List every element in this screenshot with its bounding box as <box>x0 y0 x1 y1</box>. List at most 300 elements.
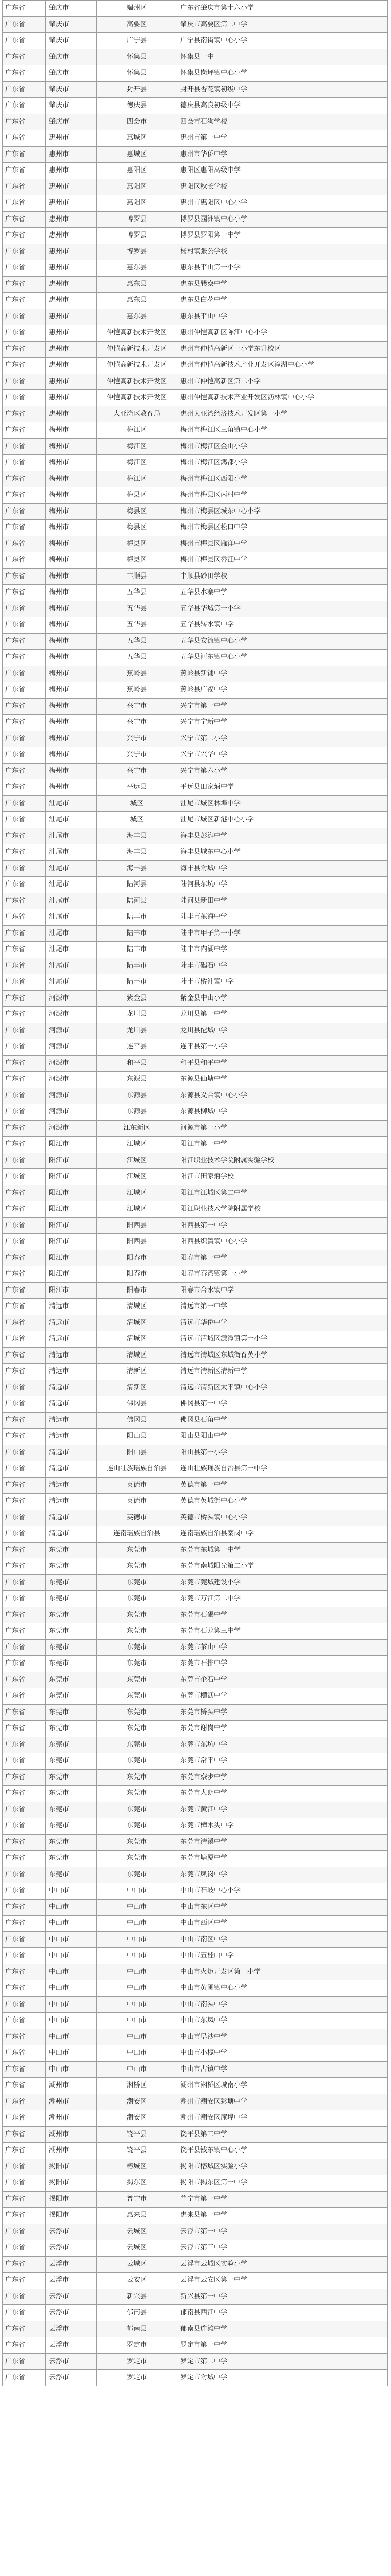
province-cell: 广东省 <box>3 1396 46 1412</box>
table-row <box>3 1364 388 1380</box>
table-row <box>3 1169 388 1185</box>
city-cell: 河源市 <box>46 1072 97 1088</box>
city-cell: 河源市 <box>46 1023 97 1039</box>
table-row <box>3 2175 388 2192</box>
school-cell: 清远市华侨中学 <box>177 1315 388 1331</box>
school-cell: 东源县仙塘中学 <box>177 1072 388 1088</box>
city-cell: 清远市 <box>46 1364 97 1380</box>
school-cell: 揭阳市揭东区第一中学 <box>177 2175 388 2191</box>
province-cell: 广东省 <box>3 1201 46 1217</box>
city-cell: 阳江市 <box>46 1137 97 1153</box>
school-cell: 东莞市大朗中学 <box>177 1786 388 1802</box>
table-row <box>3 49 388 66</box>
province-cell: 广东省 <box>3 1818 46 1834</box>
district-cell: 高要区 <box>97 17 177 33</box>
school-cell: 中山市古镇中学 <box>177 2062 388 2078</box>
district-cell: 连山壮族瑶族自治县 <box>97 1461 177 1477</box>
district-cell: 中山市 <box>97 2029 177 2045</box>
province-cell: 广东省 <box>3 1688 46 1704</box>
province-cell: 广东省 <box>3 179 46 195</box>
school-cell: 惠阳区惠阳高级中学 <box>177 163 388 179</box>
province-cell: 广东省 <box>3 1234 46 1250</box>
province-cell: 广东省 <box>3 1153 46 1169</box>
district-cell: 新兴县 <box>97 2289 177 2305</box>
school-cell: 德庆县高良初级中学 <box>177 98 388 114</box>
table-row <box>3 471 388 488</box>
city-cell: 东莞市 <box>46 1737 97 1753</box>
school-cell: 东莞市塘厦中学 <box>177 1851 388 1867</box>
school-cell: 清远市清城区东城街育英小学 <box>177 1348 388 1364</box>
school-cell: 中山市南区中学 <box>177 1932 388 1948</box>
city-cell: 阳江市 <box>46 1185 97 1201</box>
table-row <box>3 2257 388 2273</box>
school-cell: 蕉岭县广福中学 <box>177 682 388 698</box>
province-cell: 广东省 <box>3 390 46 406</box>
province-cell: 广东省 <box>3 49 46 65</box>
district-cell: 惠来县 <box>97 2208 177 2224</box>
district-cell: 龙川县 <box>97 1023 177 1039</box>
table-row <box>3 439 388 455</box>
table-row <box>3 2110 388 2127</box>
table-row <box>3 1721 388 1737</box>
province-cell: 广东省 <box>3 520 46 536</box>
district-cell: 中山市 <box>97 1883 177 1899</box>
district-cell: 仲恺高新技术开发区 <box>97 342 177 358</box>
table-row <box>3 130 388 147</box>
district-cell: 清城区 <box>97 1348 177 1364</box>
province-cell: 广东省 <box>3 2289 46 2305</box>
table-row <box>3 796 388 812</box>
city-cell: 河源市 <box>46 1104 97 1120</box>
school-cell: 连山壮族瑶族自治县第一中学 <box>177 1461 388 1477</box>
city-cell: 汕尾市 <box>46 942 97 958</box>
city-cell: 肇庆市 <box>46 98 97 114</box>
city-cell: 惠州市 <box>46 260 97 276</box>
table-row <box>3 1916 388 1932</box>
district-cell: 梅县区 <box>97 504 177 520</box>
table-row <box>3 1478 388 1494</box>
table-row <box>3 974 388 991</box>
table-row <box>3 926 388 942</box>
city-cell: 肇庆市 <box>46 49 97 65</box>
city-cell: 清远市 <box>46 1461 97 1477</box>
district-cell: 清城区 <box>97 1299 177 1315</box>
school-cell: 东莞市企石中学 <box>177 1672 388 1688</box>
school-cell: 博罗县园洲镇中心小学 <box>177 212 388 228</box>
district-cell: 梅县区 <box>97 487 177 503</box>
table-row <box>3 114 388 131</box>
table-row <box>3 1185 388 1202</box>
table-row <box>3 390 388 406</box>
district-cell: 梅县区 <box>97 552 177 568</box>
district-cell: 湘桥区 <box>97 2078 177 2094</box>
province-cell: 广东省 <box>3 926 46 942</box>
district-cell: 清城区 <box>97 1331 177 1347</box>
table-row <box>3 260 388 277</box>
school-cell: 阳江市江城区第二中学 <box>177 1185 388 1201</box>
district-cell: 饶平县 <box>97 2127 177 2143</box>
district-cell: 东莞市 <box>97 1543 177 1558</box>
city-cell: 清远市 <box>46 1348 97 1364</box>
school-cell: 东莞市南城阳光第二小学 <box>177 1558 388 1574</box>
school-cell: 中山市东凤中学 <box>177 2013 388 2029</box>
table-row <box>3 1753 388 1770</box>
city-cell: 云浮市 <box>46 2305 97 2321</box>
table-row <box>3 1299 388 1315</box>
district-cell: 龙川县 <box>97 1007 177 1023</box>
province-cell: 广东省 <box>3 958 46 974</box>
table-row <box>3 812 388 828</box>
school-cell: 阳江职业技术学院附属学校 <box>177 1201 388 1217</box>
district-cell: 四会市 <box>97 114 177 130</box>
city-cell: 阳江市 <box>46 1169 97 1185</box>
district-cell: 潮安区 <box>97 2110 177 2126</box>
province-cell: 广东省 <box>3 1770 46 1786</box>
province-cell: 广东省 <box>3 1380 46 1396</box>
province-cell: 广东省 <box>3 358 46 374</box>
city-cell: 阳江市 <box>46 1153 97 1169</box>
district-cell: 陆丰市 <box>97 942 177 958</box>
district-cell: 连南瑶族自治县 <box>97 1526 177 1542</box>
city-cell: 东莞市 <box>46 1575 97 1591</box>
school-cell: 揭阳市榕城区实验小学 <box>177 2159 388 2175</box>
district-cell: 广宁县 <box>97 33 177 49</box>
province-cell: 广东省 <box>3 1348 46 1364</box>
district-cell: 清新区 <box>97 1364 177 1380</box>
table-row <box>3 747 388 764</box>
city-cell: 汕尾市 <box>46 861 97 877</box>
table-row <box>3 1543 388 1559</box>
city-cell: 惠州市 <box>46 358 97 374</box>
district-cell: 中山市 <box>97 1964 177 1980</box>
table-row <box>3 1461 388 1478</box>
city-cell: 揭阳市 <box>46 2159 97 2175</box>
district-cell: 中山市 <box>97 2045 177 2061</box>
province-cell: 广东省 <box>3 98 46 114</box>
district-cell: 东莞市 <box>97 1851 177 1867</box>
city-cell: 东莞市 <box>46 1558 97 1574</box>
district-cell: 东莞市 <box>97 1558 177 1574</box>
school-cell: 英德市英城街中心小学 <box>177 1494 388 1510</box>
school-cell: 罗定市附城中学 <box>177 2370 388 2386</box>
school-cell: 梅州市梅县区雁洋中学 <box>177 536 388 552</box>
province-cell: 广东省 <box>3 1461 46 1477</box>
district-cell: 博罗县 <box>97 228 177 244</box>
table-row <box>3 244 388 261</box>
province-cell: 广东省 <box>3 1299 46 1315</box>
school-cell: 惠州市第一中学 <box>177 130 388 146</box>
city-cell: 梅州市 <box>46 504 97 520</box>
table-row <box>3 2305 388 2321</box>
district-cell: 英德市 <box>97 1510 177 1526</box>
city-cell: 惠州市 <box>46 374 97 390</box>
province-cell: 广东省 <box>3 1185 46 1201</box>
school-cell: 中山市火炬开发区第一小学 <box>177 1964 388 1980</box>
city-cell: 阳江市 <box>46 1283 97 1299</box>
district-cell: 蕉岭县 <box>97 682 177 698</box>
table-row <box>3 699 388 715</box>
school-cell: 惠东县巽寮中学 <box>177 277 388 293</box>
school-cell: 惠州市仲恺高新区第二小学 <box>177 374 388 390</box>
table-row <box>3 682 388 699</box>
city-cell: 汕尾市 <box>46 796 97 812</box>
district-cell: 东莞市 <box>97 1786 177 1802</box>
table-row <box>3 2370 388 2386</box>
school-cell: 杨村镇张公学校 <box>177 244 388 260</box>
province-cell: 广东省 <box>3 195 46 211</box>
district-cell: 兴宁市 <box>97 715 177 731</box>
table-row <box>3 504 388 520</box>
province-cell: 广东省 <box>3 147 46 163</box>
table-row <box>3 536 388 553</box>
table-row <box>3 65 388 82</box>
school-cell: 东莞市常平中学 <box>177 1753 388 1769</box>
province-cell: 广东省 <box>3 779 46 795</box>
district-cell: 东莞市 <box>97 1770 177 1786</box>
city-cell: 云浮市 <box>46 2321 97 2337</box>
school-cell: 东莞市石龙第三中学 <box>177 1623 388 1639</box>
table-row <box>3 520 388 536</box>
district-cell: 怀集县 <box>97 65 177 81</box>
province-cell: 广东省 <box>3 1526 46 1542</box>
province-cell: 广东省 <box>3 1900 46 1916</box>
school-cell: 郁南县西江中学 <box>177 2305 388 2321</box>
table-row <box>3 1623 388 1640</box>
school-cell: 中山市西区中学 <box>177 1916 388 1931</box>
city-cell: 河源市 <box>46 991 97 1007</box>
table-row <box>3 1104 388 1121</box>
province-cell: 广东省 <box>3 2240 46 2256</box>
district-cell: 紫金县 <box>97 991 177 1007</box>
school-cell: 陆丰市碣石中学 <box>177 958 388 974</box>
school-cell: 惠州市华侨中学 <box>177 147 388 163</box>
province-cell: 广东省 <box>3 163 46 179</box>
city-cell: 河源市 <box>46 1121 97 1137</box>
district-cell: 佛冈县 <box>97 1413 177 1429</box>
school-cell: 云浮市第三中学 <box>177 2240 388 2256</box>
district-cell: 江城区 <box>97 1185 177 1201</box>
school-cell: 东莞市石碣中学 <box>177 1607 388 1623</box>
district-cell: 东莞市 <box>97 1835 177 1851</box>
district-cell: 惠东县 <box>97 293 177 309</box>
table-row <box>3 2289 388 2306</box>
city-cell: 惠州市 <box>46 179 97 195</box>
district-cell: 海丰县 <box>97 828 177 844</box>
school-cell: 郁南县连滩中学 <box>177 2321 388 2337</box>
school-cell: 云浮市第一中学 <box>177 2224 388 2240</box>
table-row <box>3 2062 388 2078</box>
school-cell: 惠来县第一中学 <box>177 2208 388 2224</box>
district-cell: 兴宁市 <box>97 747 177 763</box>
province-cell: 广东省 <box>3 1266 46 1282</box>
city-cell: 揭阳市 <box>46 2175 97 2191</box>
table-row <box>3 1932 388 1948</box>
city-cell: 梅州市 <box>46 439 97 455</box>
school-cell: 东源县柳城中学 <box>177 1104 388 1120</box>
school-cell: 博罗县罗阳第一中学 <box>177 228 388 244</box>
table-row <box>3 1494 388 1510</box>
district-cell: 仲恺高新技术开发区 <box>97 374 177 390</box>
city-cell: 惠州市 <box>46 325 97 341</box>
city-cell: 梅州市 <box>46 455 97 471</box>
city-cell: 惠州市 <box>46 342 97 358</box>
city-cell: 汕尾市 <box>46 812 97 828</box>
district-cell: 平远县 <box>97 779 177 795</box>
school-cell: 中山市黄圃镇中心小学 <box>177 1980 388 1996</box>
province-cell: 广东省 <box>3 699 46 715</box>
province-cell: 广东省 <box>3 2224 46 2240</box>
province-cell: 广东省 <box>3 2305 46 2321</box>
district-cell: 海丰县 <box>97 861 177 877</box>
school-cell: 阳江职业技术学院附属实验学校 <box>177 1153 388 1169</box>
table-row <box>3 552 388 569</box>
district-cell: 惠东县 <box>97 309 177 325</box>
city-cell: 清远市 <box>46 1429 97 1445</box>
province-cell: 广东省 <box>3 439 46 455</box>
district-cell: 五华县 <box>97 585 177 601</box>
district-cell: 云城区 <box>97 2240 177 2256</box>
table-row <box>3 2192 388 2208</box>
school-cell: 东源县义合镇中心小学 <box>177 1088 388 1104</box>
province-cell: 广东省 <box>3 1088 46 1104</box>
school-cell: 中山市五桂山中学 <box>177 1948 388 1964</box>
city-cell: 揭阳市 <box>46 2208 97 2224</box>
province-cell: 广东省 <box>3 2127 46 2143</box>
school-cell: 惠州仲恺高新区陈江中心小学 <box>177 325 388 341</box>
school-cell: 五华县转水镇中学 <box>177 617 388 633</box>
table-row <box>3 1121 388 1137</box>
table-row <box>3 293 388 309</box>
province-cell: 广东省 <box>3 1218 46 1234</box>
table-row <box>3 309 388 326</box>
table-row <box>3 731 388 748</box>
school-cell: 东莞市谢岗中学 <box>177 1721 388 1737</box>
district-cell: 仲恺高新技术开发区 <box>97 325 177 341</box>
province-cell: 广东省 <box>3 1786 46 1802</box>
city-cell: 东莞市 <box>46 1721 97 1737</box>
table-row <box>3 1656 388 1672</box>
province-cell: 广东省 <box>3 682 46 698</box>
district-cell: 东莞市 <box>97 1640 177 1656</box>
city-cell: 潮州市 <box>46 2143 97 2159</box>
school-cell: 广东省肇庆市第十六小学 <box>177 1 388 16</box>
city-cell: 阳江市 <box>46 1266 97 1282</box>
district-cell: 东莞市 <box>97 1753 177 1769</box>
province-cell: 广东省 <box>3 1169 46 1185</box>
province-cell: 广东省 <box>3 374 46 390</box>
table-row <box>3 1072 388 1088</box>
city-cell: 清远市 <box>46 1396 97 1412</box>
city-cell: 惠州市 <box>46 130 97 146</box>
district-cell: 东莞市 <box>97 1607 177 1623</box>
district-cell: 陆丰市 <box>97 926 177 942</box>
school-cell: 清远市清新区清新中学 <box>177 1364 388 1380</box>
province-cell: 广东省 <box>3 1705 46 1721</box>
school-cell: 中山市小榄中学 <box>177 2045 388 2061</box>
city-cell: 梅州市 <box>46 422 97 438</box>
school-cell: 潮州市湘桥区城南小学 <box>177 2078 388 2094</box>
school-cell: 普宁市第一中学 <box>177 2192 388 2208</box>
table-row <box>3 715 388 731</box>
province-cell: 广东省 <box>3 634 46 650</box>
city-cell: 阳江市 <box>46 1250 97 1266</box>
district-cell: 陆河县 <box>97 877 177 893</box>
province-cell: 广东省 <box>3 2208 46 2224</box>
province-cell: 广东省 <box>3 1591 46 1607</box>
table-row <box>3 764 388 780</box>
province-cell: 广东省 <box>3 1510 46 1526</box>
district-cell: 阳春市 <box>97 1283 177 1299</box>
city-cell: 东莞市 <box>46 1835 97 1851</box>
district-cell: 榕城区 <box>97 2159 177 2175</box>
district-cell: 博罗县 <box>97 212 177 228</box>
table-row <box>3 1900 388 1916</box>
city-cell: 河源市 <box>46 1007 97 1023</box>
province-cell: 广东省 <box>3 1283 46 1299</box>
school-cell: 云浮市云安区第一中学 <box>177 2273 388 2289</box>
district-cell: 丰顺县 <box>97 569 177 585</box>
table-row <box>3 1867 388 1884</box>
city-cell: 清远市 <box>46 1445 97 1461</box>
province-cell: 广东省 <box>3 1445 46 1461</box>
table-row <box>3 1413 388 1429</box>
school-cell: 阳西县织篢镇中心小学 <box>177 1234 388 1250</box>
district-cell: 普宁市 <box>97 2192 177 2208</box>
district-cell: 兴宁市 <box>97 731 177 747</box>
table-row <box>3 2159 388 2176</box>
province-cell: 广东省 <box>3 552 46 568</box>
school-cell: 东莞市寮步中学 <box>177 1770 388 1786</box>
province-cell: 广东省 <box>3 601 46 617</box>
city-cell: 梅州市 <box>46 601 97 617</box>
city-cell: 东莞市 <box>46 1656 97 1672</box>
school-cell: 封开县杏花镇初级中学 <box>177 82 388 98</box>
table-row <box>3 358 388 374</box>
province-cell: 广东省 <box>3 2029 46 2045</box>
school-cell: 梅州市梅县区畲江中学 <box>177 552 388 568</box>
school-cell: 东莞市莞城建设小学 <box>177 1575 388 1591</box>
district-cell: 中山市 <box>97 1900 177 1916</box>
table-row <box>3 2029 388 2046</box>
province-cell: 广东省 <box>3 212 46 228</box>
province-cell: 广东省 <box>3 277 46 293</box>
school-cell: 佛冈县石角中学 <box>177 1413 388 1429</box>
city-cell: 梅州市 <box>46 731 97 747</box>
school-cell: 怀集县岗坪镇中心小学 <box>177 65 388 81</box>
school-cell: 英德市桥头镇中心小学 <box>177 1510 388 1526</box>
city-cell: 梅州市 <box>46 536 97 552</box>
table-row <box>3 1575 388 1591</box>
province-cell: 广东省 <box>3 1721 46 1737</box>
province-cell: 广东省 <box>3 2257 46 2273</box>
table-row <box>3 455 388 471</box>
district-cell: 罗定市 <box>97 2370 177 2386</box>
city-cell: 东莞市 <box>46 1591 97 1607</box>
province-cell: 广东省 <box>3 1575 46 1591</box>
table-row <box>3 991 388 1007</box>
district-cell: 潮安区 <box>97 2094 177 2110</box>
table-row <box>3 98 388 114</box>
province-cell: 广东省 <box>3 1932 46 1948</box>
district-cell: 东莞市 <box>97 1623 177 1639</box>
city-cell: 清远市 <box>46 1315 97 1331</box>
district-cell: 中山市 <box>97 1916 177 1931</box>
city-cell: 东莞市 <box>46 1867 97 1883</box>
district-cell: 饶平县 <box>97 2143 177 2159</box>
city-cell: 东莞市 <box>46 1818 97 1834</box>
table-row <box>3 1315 388 1332</box>
district-cell: 梅县区 <box>97 520 177 536</box>
